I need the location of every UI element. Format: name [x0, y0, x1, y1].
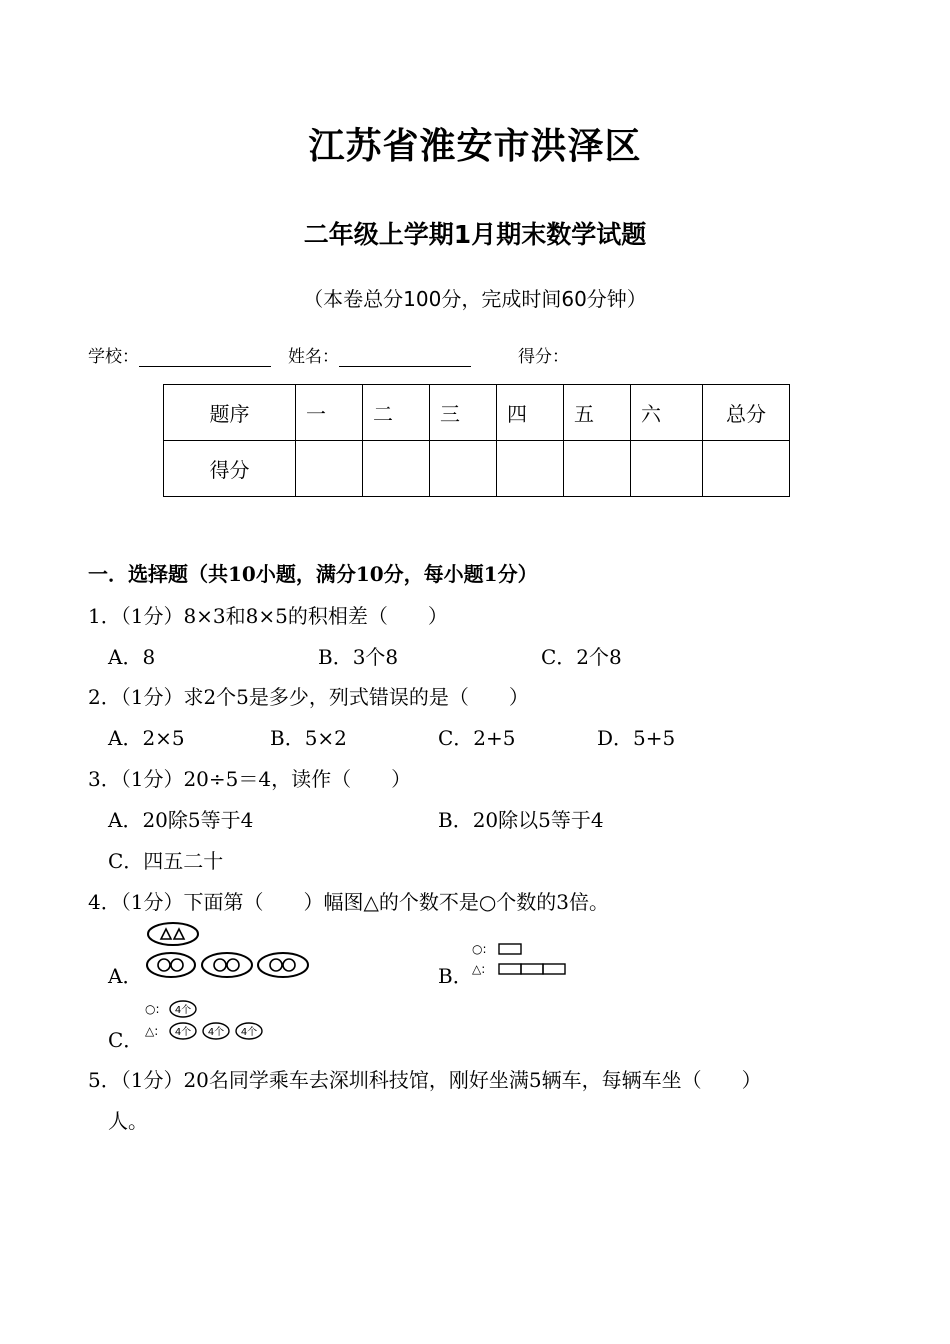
question-stem: 5．（1分）20名同学乘车去深圳科技馆，刚好坐满5辆车，每辆车坐（ ）: [88, 1068, 762, 1092]
question-stem: 2．（1分）求2个5是多少，列式错误的是（ ）: [88, 685, 529, 709]
option[interactable]: B．20除以5等于4: [438, 808, 604, 832]
score-table: [163, 384, 790, 497]
score-cell[interactable]: [631, 441, 703, 497]
score-cell[interactable]: [497, 441, 564, 497]
table-cell: 四: [497, 385, 564, 441]
question-stem: 1．（1分）8×3和8×5的积相差（ ）: [88, 604, 448, 628]
school-label: 学校：: [88, 347, 139, 367]
question-continuation: 人。: [108, 1109, 148, 1133]
option[interactable]: C．2个8: [541, 645, 622, 669]
table-cell: 六: [631, 385, 703, 441]
name-label: 姓名：: [288, 347, 339, 367]
table-cell: 二: [363, 385, 430, 441]
group-label: 4个: [240, 1027, 258, 1038]
option[interactable]: D．5+5: [597, 726, 676, 750]
score-cell[interactable]: [363, 441, 430, 497]
group-bubble: [170, 1001, 196, 1017]
figure-c: [143, 998, 267, 1044]
group-label: 4个: [174, 1005, 192, 1016]
table-cell: 总分: [703, 385, 790, 441]
option[interactable]: A．20除5等于4: [108, 808, 254, 832]
question-stem: 4．（1分）下面第（ ）幅图△的个数不是○个数的3倍。: [88, 890, 610, 914]
page-subtitle: 二年级上学期1月期末数学试题: [303, 220, 647, 249]
page-title: 江苏省淮安市洪泽区: [308, 125, 642, 167]
option[interactable]: C．2+5: [438, 726, 516, 750]
circle-symbol-label: ○:: [145, 1002, 160, 1016]
question-stem: 3．（1分）20÷5＝4，读作（ ）: [88, 767, 412, 791]
score-field: [518, 342, 569, 367]
option[interactable]: B．: [438, 964, 473, 988]
circle-group: [258, 953, 308, 977]
triangle-symbol-label: △:: [145, 1024, 159, 1038]
table-cell: 五: [564, 385, 631, 441]
circle-symbol-label: ○:: [472, 942, 487, 956]
table-cell: 一: [296, 385, 363, 441]
score-cell[interactable]: [703, 441, 790, 497]
section-title: 一．选择题（共10小题，满分10分，每小题1分）: [88, 562, 538, 586]
option[interactable]: A．2×5: [108, 726, 185, 750]
group-bubble: [203, 1023, 229, 1039]
school-blank[interactable]: [139, 348, 271, 367]
score-cell[interactable]: [296, 441, 363, 497]
table-cell: 得分: [164, 441, 296, 497]
option[interactable]: C．: [108, 1028, 144, 1052]
option[interactable]: A．: [108, 964, 143, 988]
name-blank[interactable]: [339, 348, 471, 367]
option[interactable]: B．5×2: [270, 726, 347, 750]
triangle-bar: [543, 964, 565, 974]
triangle-bar: [499, 964, 521, 974]
triangle-group: [148, 923, 198, 945]
score-table-header-row: [164, 385, 790, 441]
group-bubble: [170, 1023, 196, 1039]
table-cell: 题序: [164, 385, 296, 441]
option[interactable]: B．3个8: [318, 645, 399, 669]
group-label: 4个: [207, 1027, 225, 1038]
group-label: 4个: [174, 1027, 192, 1038]
score-cell[interactable]: [430, 441, 497, 497]
circle-bar: [499, 944, 521, 954]
name-field[interactable]: [288, 342, 471, 367]
figure-b: [470, 940, 574, 980]
score-cell[interactable]: [564, 441, 631, 497]
score-table-score-row: [164, 441, 790, 497]
exam-note: （本卷总分100分，完成时间60分钟）: [303, 287, 647, 311]
triangle-symbol-label: △:: [472, 962, 486, 976]
figure-a: [143, 918, 313, 982]
option[interactable]: A．8: [108, 645, 156, 669]
score-label: 得分：: [518, 347, 569, 367]
triangle-bar: [521, 964, 543, 974]
circle-group: [202, 953, 252, 977]
table-cell: 三: [430, 385, 497, 441]
group-bubble: [236, 1023, 262, 1039]
school-field[interactable]: [88, 342, 271, 367]
option[interactable]: C．四五二十: [108, 849, 224, 873]
circle-group: [147, 953, 195, 977]
